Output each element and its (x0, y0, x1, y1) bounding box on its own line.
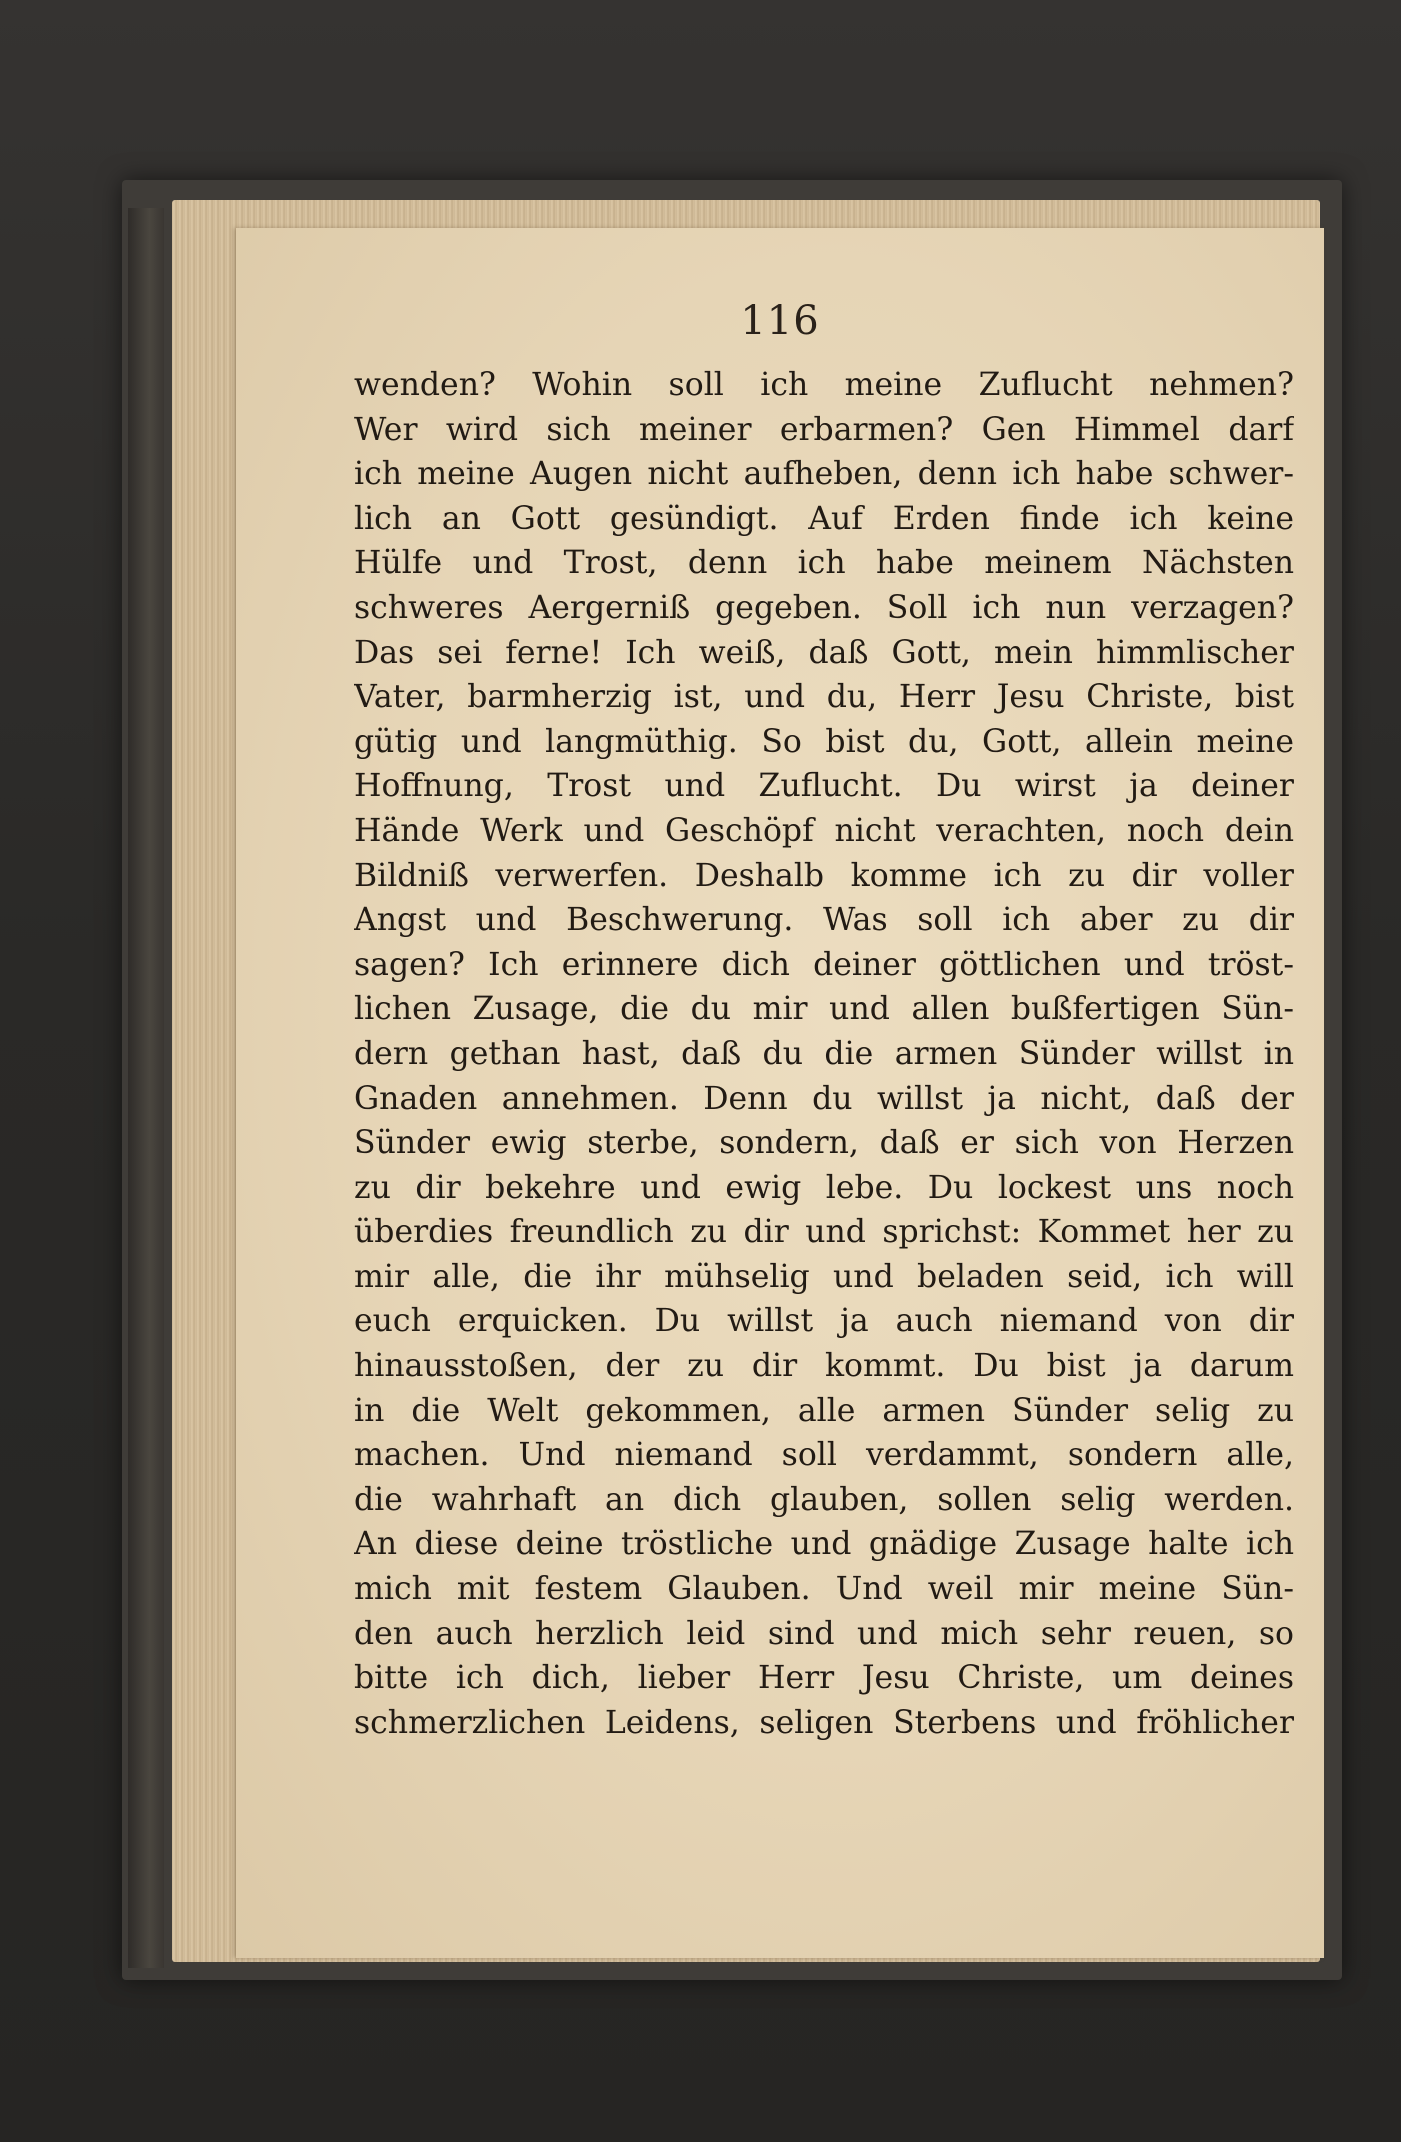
text-line: bitte ich dich, lieber Herr Jesu Christe, um deines (354, 1660, 1294, 1697)
book-page (236, 228, 1324, 1958)
text-line: lichen Zusage, die du mir und allen bußfertigen Sün- (354, 991, 1294, 1028)
text-line: Sünder ewig sterbe, sondern, daß er sich von Herzen (354, 1125, 1294, 1162)
text-line: Hoffnung, Trost und Zuflucht. Du wirst ja deiner (354, 768, 1294, 805)
book-spine (128, 208, 164, 1968)
text-line: euch erquicken. Du willst ja auch niemand von dir (354, 1303, 1294, 1340)
page-text (354, 363, 1294, 1745)
text-line: gütig und langmüthig. So bist du, Gott, allein meine (354, 723, 1294, 760)
text-line: hinausstoßen, der zu dir kommt. Du bist ja darum (354, 1348, 1294, 1385)
text-line: zu dir bekehre und ewig lebe. Du lockest uns noch (354, 1169, 1294, 1206)
text-line: mich mit festem Glauben. Und weil mir meine Sün- (354, 1571, 1294, 1608)
text-line: die wahrhaft an dich glauben, sollen selig werden. (354, 1481, 1294, 1518)
text-line: überdies freundlich zu dir und sprichst: Kommet her zu (354, 1214, 1294, 1251)
text-line: schweres Aergerniß gegeben. Soll ich nun verzagen? (354, 589, 1294, 626)
text-line: Angst und Beschwerung. Was soll ich aber zu dir (354, 902, 1294, 939)
text-line: Das sei ferne! Ich weiß, daß Gott, mein himmlischer (354, 634, 1294, 671)
text-line: ich meine Augen nicht aufheben, denn ich habe schwer- (354, 456, 1294, 493)
text-line: wenden? Wohin soll ich meine Zuflucht nehmen? (354, 367, 1294, 403)
text-line: An diese deine tröstliche und gnädige Zusage halte ich (354, 1526, 1294, 1563)
text-line: Wer wird sich meiner erbarmen? Gen Himmel darf (354, 411, 1294, 448)
text-line: lich an Gott gesündigt. Auf Erden finde ich keine (354, 500, 1294, 537)
text-line: mir alle, die ihr mühselig und beladen seid, ich will (354, 1258, 1294, 1295)
text-line: den auch herzlich leid sind und mich sehr reuen, so (354, 1615, 1294, 1652)
page-number: 116 (740, 298, 820, 344)
text-line: in die Welt gekommen, alle armen Sünder selig zu (354, 1392, 1294, 1429)
text-line: Hände Werk und Geschöpf nicht verachten, noch dein (354, 812, 1294, 849)
text-line: Bildniß verwerfen. Deshalb komme ich zu dir voller (354, 857, 1294, 894)
text-line: sagen? Ich erinnere dich deiner göttlichen und tröst- (354, 946, 1294, 983)
text-line: Gnaden annehmen. Denn du willst ja nicht, daß der (354, 1080, 1294, 1117)
text-line: machen. Und niemand soll verdammt, sondern alle, (354, 1437, 1294, 1474)
text-line: Vater, barmherzig ist, und du, Herr Jesu Christe, bist (354, 679, 1294, 716)
text-line: dern gethan hast, daß du die armen Sünder willst in (354, 1035, 1294, 1072)
text-line: Hülfe und Trost, denn ich habe meinem Nächsten (354, 545, 1294, 582)
text-line: schmerzlichen Leidens, seligen Sterbens und fröhlicher (354, 1704, 1294, 1741)
